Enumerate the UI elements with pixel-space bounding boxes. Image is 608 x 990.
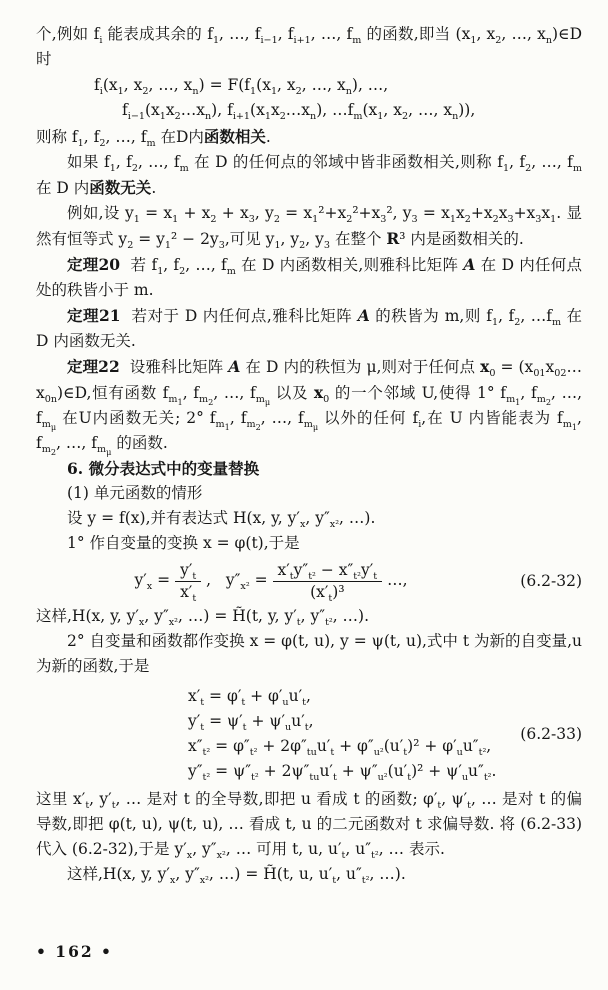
equation-number-6-2-32: (6.2-32) xyxy=(520,571,582,590)
eq33-line-2: $y'_t = \psi'_t + \psi'_uu'_t$, xyxy=(188,712,314,734)
eq33-line-4: $y''_{t^2} = \psi''_{t^2} + 2\psi''_{tu}u'_t + \psi''_{u^2}(u'_t)^2 + \psi'_uu''_{t^2}$. xyxy=(188,762,497,784)
para-theorem-21: 定理21 若对于 D 内任何点,雅科比矩阵 A 的秩皆为 m,则 $f_1$, $f_2$, $\dots f_m$ 在 D 内函数无关. xyxy=(36,306,582,350)
formula-function-dependence-line1: $f_i(x_1$, $x_2$, …, $x_n) = F(f_1(x_1$, $x_2$, …, $x_n$), …, xyxy=(94,76,389,98)
equation-6-2-32 xyxy=(36,561,582,604)
eq32-fraction-2 xyxy=(273,561,383,604)
equation-6-2-32-body xyxy=(36,561,506,604)
para-independence-definition: 如果 $f_1$, $f_2$, …, $f_m$ 在 D 的任何点的邻域中皆非函数相关,则称 $f_1$, $f_2$, …, $f_m$ 在 D 内函数无关. xyxy=(36,153,582,197)
para-intro-continuation: 个,例如 $f_i$ 能表成其余的 $f_1$, …, $f_{i-1}$, $f_{i+1}$, …, $f_m$ 的函数,即当 ($x_1$, $x_2$, …, $x_n)\in D$ 时 xyxy=(36,25,582,68)
para-dependence-definition: 则称 $f_1$, $f_2$, …, $f_m$ 在D内函数相关. xyxy=(36,127,271,150)
equation-number-6-2-33: (6.2-33) xyxy=(520,724,582,743)
para-result-32: 这样,H(x, y, $y'_x$, $y''_{x^2}$, …) = H̃(t, y, $y'_t$, $y''_{t^2}$, …). xyxy=(36,607,370,629)
eq32-fraction-2-numerator: $x'_ty''_{t^2} - x''_{t^2}y'_t$ xyxy=(273,561,383,582)
para-setup-single-variable: 设 y = f(x),并有表达式 H(x, y, $y'_x$, $y''_{x^2}$, …). xyxy=(67,509,376,531)
para-example: 例如,设 $y_1 = x_1 + x_2 + x_3$, $y_2 = x_1^2+x_2^2+x_3^2$, $y_3 = x_1x_2+x_2x_3+x_3x_1$. 显然有恒等式 $y_2 = y_1^2 - 2y_3$,可见 $y_1$, $y_2$, $y_3$ 在整个 R³ 内是函数相关的. xyxy=(36,204,582,252)
para-theorem-20: 定理20 若 $f_1$, $f_2$, …, $f_m$ 在 D 内函数相关,则雅科比矩阵 A 在 D 内任何点处的秩皆小于 m. xyxy=(36,255,582,299)
eq32-fraction-1 xyxy=(175,561,201,604)
eq32-tail: …, xyxy=(387,571,408,590)
formula-function-dependence-line2: $f_{i-1}(x_1x_2\dots x_n)$, $f_{i+1}(x_1x_2\dots x_n)$, $\dots f_m(x_1$, $x_2$, …, $x_n$)), xyxy=(122,101,476,123)
equation-6-2-33 xyxy=(36,684,582,784)
eq32-fraction-2-denominator: $(x'_t)^3$ xyxy=(310,582,345,604)
subsection-heading-1: (1) 单元函数的情形 xyxy=(67,484,203,502)
eq32-lhs1: $y'_x$ = xyxy=(134,571,171,593)
formula-function-dependence xyxy=(36,73,582,123)
eq32-fraction-1-numerator: $y'_t$ xyxy=(175,561,201,582)
equation-6-2-33-body xyxy=(36,684,506,784)
para-theorem-22: 定理22 设雅科比矩阵 A 在 D 内的秩恒为 μ,则对于任何点 $x_0$ = $(x_{01}x_{02}\dots x_{0n})\in D$,恒有函数 $f_{m_1}$, $f_{m_2}$, …, $f_{m_\mu}$ 以及 $x_0$ 的一个邻域 U,使得 1° $f_{m_1}$, $f_{m_2}$, …, $f_{m_\mu}$ 在U内函数无关; 2° $f_{m_1}$, $f_{m_2}$, …, $f_{m_\mu}$ 以外的任何 $f_i$,在 U 内皆能表为 $f_{m_1}$, $f_{m_2}$, …, $f_{m_\mu}$ 的函数. xyxy=(36,357,583,458)
para-case-2-transform: 2° 自变量和函数都作变换 x = φ(t, u), y = ψ(t, u),式中 t 为新的自变量,u 为新的函数,于是 xyxy=(36,632,582,676)
eq33-line-3: $x''_{t^2} = \varphi''_{t^2} + 2\varphi''_{tu}u'_t + \varphi''_{u^2}(u'_t)^2 + \varphi'_uu''_{t^2}$, xyxy=(188,737,492,759)
eq33-line-1: $x'_t = \varphi'_t + \varphi'_uu'_t$, xyxy=(188,687,311,709)
para-case-1-transform: 1° 作自变量的变换 x = φ(t),于是 xyxy=(67,534,300,552)
section-heading-6: 6. 微分表达式中的变量替换 xyxy=(67,459,260,478)
eq32-lhs2: , $y''_{x^2}$ = xyxy=(206,571,268,593)
eq32-fraction-1-denominator: $x'_t$ xyxy=(180,582,197,604)
para-result-33: 这样,H(x, y, $y'_x$, $y''_{x^2}$, …) = H̃(t, u, $u'_t$, $u''_{t^2}$, …). xyxy=(67,865,406,887)
page-number: • 162 • xyxy=(36,942,113,961)
para-derivative-explanation: 这里 $x'_t$, $y'_t$, … 是对 t 的全导数,即把 u 看成 t 的函数; $\varphi'_t$, $\psi'_t$, … 是对 t 的偏导数,即把 φ(t, u), ψ(t, u), … 看成 t, u 的二元函数对 t 求偏导数. 将 (6.2-33) 代入 (6.2-32),于是 $y'_x$, $y''_{x^2}$, … 可用 t, u, $u'_t$, $u''_{t^2}$, … 表示. xyxy=(36,790,582,862)
